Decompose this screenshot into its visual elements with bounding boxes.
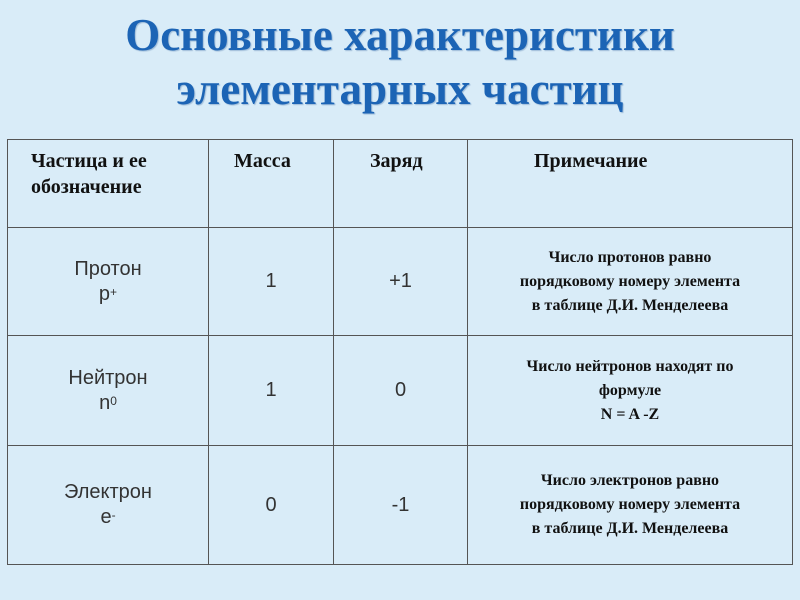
particle-symbol-base: e: [100, 506, 112, 528]
particle-symbol: [8, 282, 208, 307]
header-charge: Заряд: [334, 140, 468, 228]
mass-cell: 1: [209, 336, 334, 446]
table-row-electron: [8, 446, 793, 565]
mass-cell: 1: [209, 228, 334, 336]
note-line: Число протонов равно: [548, 248, 712, 266]
table-header-row: [8, 140, 793, 228]
particle-name: Электрон: [64, 481, 152, 503]
note-line: формуле: [598, 381, 662, 399]
header-mass: Масса: [209, 140, 334, 228]
note-line: Число нейтронов находят по: [526, 357, 734, 375]
page-title-line-1: Основные характеристики: [125, 10, 675, 60]
header-particle: Частица и ее обозначение: [8, 140, 209, 228]
particle-symbol-sup: -: [111, 508, 116, 522]
page-title-line-2: элементарных частиц: [176, 64, 624, 114]
table-row-neutron: [8, 336, 793, 446]
particle-name: Протон: [74, 257, 142, 280]
table-row-proton: [8, 228, 793, 336]
charge-cell: +1: [334, 228, 468, 336]
particle-cell: [8, 228, 209, 336]
particle-symbol-base: n: [99, 391, 111, 414]
particle-symbol-base: p: [98, 282, 111, 305]
particle-cell: [8, 446, 209, 565]
note-cell: [468, 228, 793, 336]
particles-table: [7, 139, 793, 565]
charge-cell: 0: [334, 336, 468, 446]
note-line: N = A -Z: [600, 405, 660, 423]
note-line: в таблице Д.И. Менделеева: [531, 296, 729, 314]
note-line: порядковому номеру элемента: [519, 272, 741, 290]
note-line: порядковому номеру элемента: [519, 496, 741, 513]
note-cell: [468, 336, 793, 446]
particle-cell: [8, 336, 209, 446]
particle-symbol-sup: +: [110, 284, 118, 299]
mass-cell: 0: [209, 446, 334, 565]
particle-symbol: [8, 391, 208, 416]
charge-cell: -1: [334, 446, 468, 565]
note-line: Число электронов равно: [540, 472, 720, 489]
particle-symbol: [8, 505, 208, 530]
particle-symbol-sup: 0: [110, 393, 117, 408]
note-cell: [468, 446, 793, 565]
particle-name: Нейтрон: [68, 366, 148, 389]
page-title: [0, 8, 800, 116]
note-line: в таблице Д.И. Менделеева: [531, 520, 729, 537]
header-note: Примечание: [468, 140, 793, 228]
